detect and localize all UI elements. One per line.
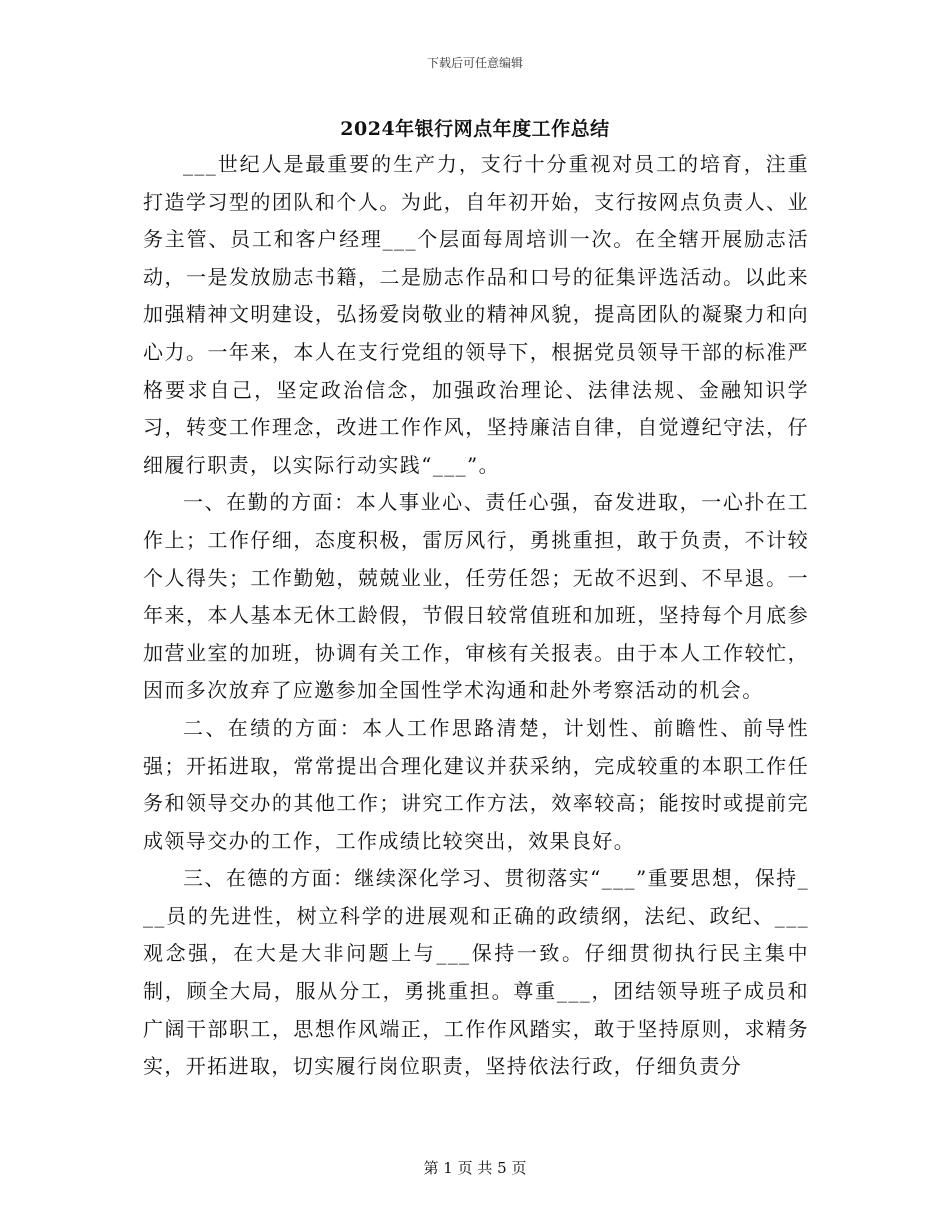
paragraph-diligence: 一、在勤的方面：本人事业心、责任心强，奋发进取，一心扑在工作上；工作仔细，态度积极，雷厉风行，勇挑重担，敢于负责，不计较个人得失；工作勤勉，兢兢业业，任劳任怨；无故不迟到、不早退。一年来，本人基本无休工龄假，节假日较常值班和加班，坚持每个月底参加营业室的加班，协调有关工作，审核有关报表。由于本人工作较忙，因而多次放弃了应邀参加全国性学术沟通和赴外考察活动的机会。 bbox=[143, 490, 809, 703]
header-note: 下载后可任意编辑 bbox=[426, 56, 523, 70]
paragraph-morality: 三、在德的方面：继续深化学习、贯彻落实“___”重要思想，保持___员的先进性，树立科学的进展观和正确的政绩纲，法纪、政纪、___观念强，在大是大非问题上与___保持一致。仔细贯彻执行民主集中制，顾全大局，服从分工，勇挑重担。尊重___，团结领导班子成员和广阔干部职工，思想作风端正，工作作风踏实，敢于坚持原则，求精务实，开拓进取，切实履行岗位职责，坚持依法行政，仔细负责分 bbox=[143, 866, 809, 1079]
document-body bbox=[143, 146, 809, 1086]
page-number: 第 1 页 共 5 页 bbox=[423, 1159, 527, 1177]
paragraph-intro: ___世纪人是最重要的生产力，支行十分重视对员工的培育，注重打造学习型的团队和个人。为此，自年初开始，支行按网点负责人、业务主管、员工和客户经理___个层面每周培训一次。在全辖开展励志活动，一是发放励志书籍，二是励志作品和口号的征集评选活动。以此来加强精神文明建设，弘扬爱岗敬业的精神风貌，提高团队的凝聚力和向心力。一年来，本人在支行党组的领导下，根据党员领导干部的标准严格要求自己，坚定政治信念，加强政治理论、法律法规、金融知识学习，转变工作理念，改进工作作风，坚持廉洁自律，自觉遵纪守法，仔细履行职责，以实际行动实践“___”。 bbox=[143, 152, 809, 477]
document-title: 2024年银行网点年度工作总结 bbox=[340, 118, 610, 140]
paragraph-performance: 二、在绩的方面：本人工作思路清楚，计划性、前瞻性、前导性强；开拓进取，常常提出合理化建议并获采纳，完成较重的本职工作任务和领导交办的其他工作；讲究工作方法，效率较高；能按时或提前完成领导交办的工作，工作成绩比较突出，效果良好。 bbox=[143, 715, 809, 853]
